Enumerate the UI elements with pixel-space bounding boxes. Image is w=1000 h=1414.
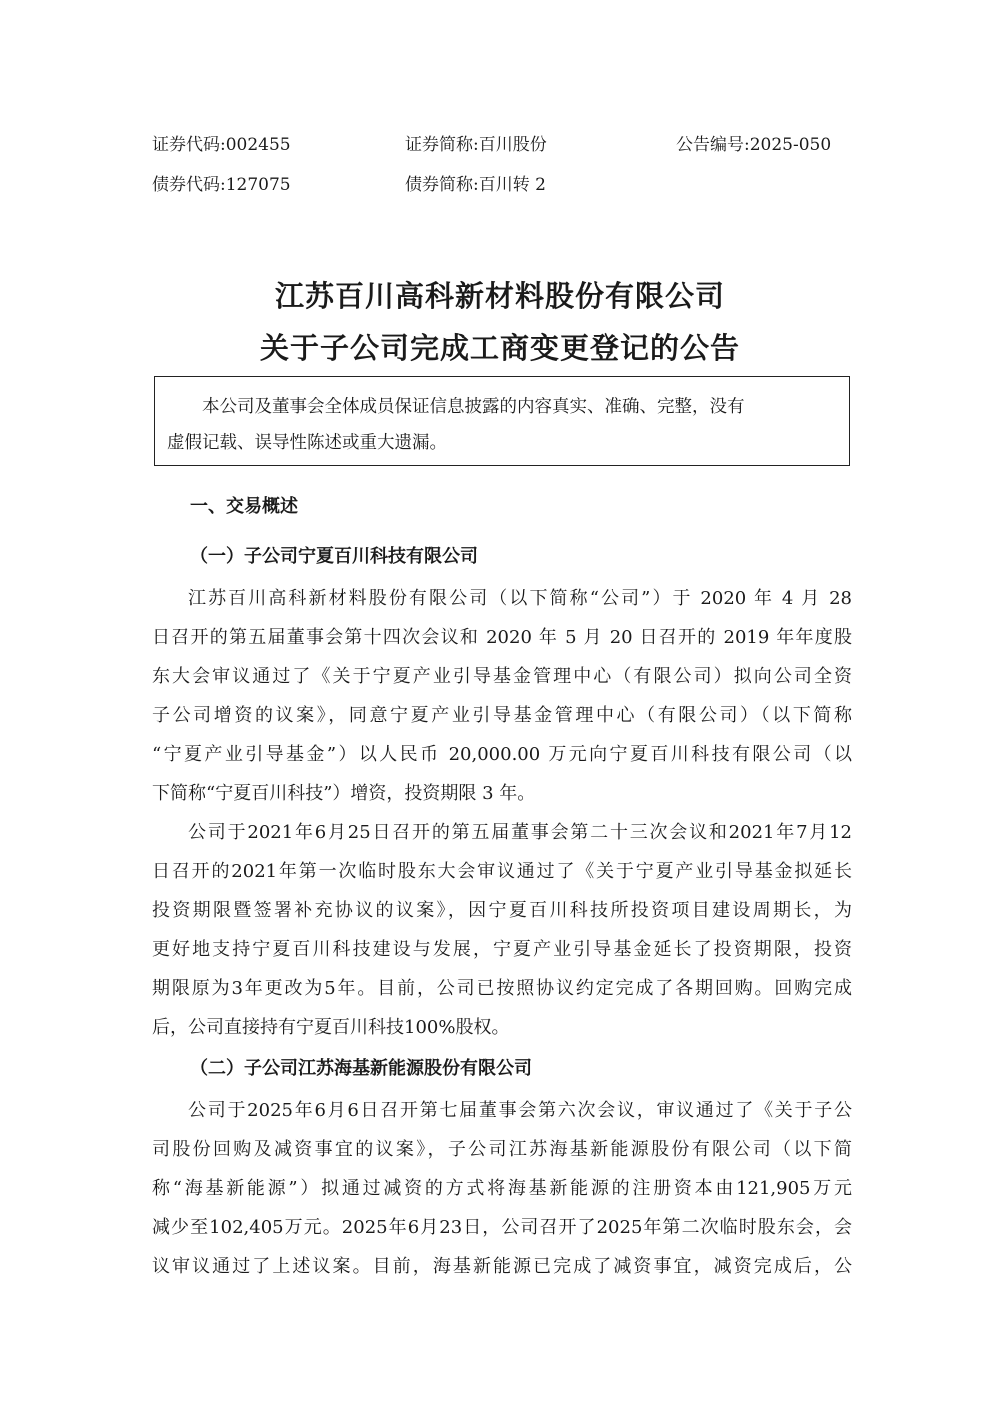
stock-name: 证券简称:百川股份 xyxy=(405,135,547,155)
paragraph-line: 下简称“宁夏百川科技”）增资，投资期限 3 年。 xyxy=(152,783,536,804)
paragraph-line: 议审议通过了上述议案。目前，海基新能源已完成了减资事宜，减资完成后，公 xyxy=(152,1256,852,1277)
notice-line-2: 虚假记载、误导性陈述或重大遗漏。 xyxy=(167,433,447,453)
title-announcement: 关于子公司完成工商变更登记的公告 xyxy=(259,331,740,365)
paragraph-line: 日召开的第五届董事会第十四次会议和 2020 年 5 月 20 日召开的 2019 年年度股 xyxy=(152,627,852,648)
bond-name: 债券简称:百川转 2 xyxy=(405,175,546,195)
notice-line-1: 本公司及董事会全体成员保证信息披露的内容真实、准确、完整，没有 xyxy=(167,397,745,417)
disclosure-notice-box xyxy=(154,376,850,466)
paragraph-line: 公司于2021年6月25日召开的第五届董事会第二十三次会议和2021年7月12 xyxy=(188,822,852,843)
paragraph-line: 更好地支持宁夏百川科技建设与发展，宁夏产业引导基金延长了投资期限，投资 xyxy=(152,939,852,960)
paragraph-line: 东大会审议通过了《关于宁夏产业引导基金管理中心（有限公司）拟向公司全资 xyxy=(152,666,852,687)
header-row-stock xyxy=(152,130,852,164)
paragraph-line: 后，公司直接持有宁夏百川科技100%股权。 xyxy=(152,1017,510,1038)
title-company: 江苏百川高科新材料股份有限公司 xyxy=(274,279,725,313)
subsection-heading-haiji: （二）子公司江苏海基新能源股份有限公司 xyxy=(190,1058,532,1079)
stock-code: 证券代码:002455 xyxy=(152,135,291,155)
paragraph-line: 称“海基新能源”）拟通过减资的方式将海基新能源的注册资本由121,905万元 xyxy=(152,1178,852,1199)
paragraph-line: 期限原为3年更改为5年。目前，公司已按照协议约定完成了各期回购。回购完成 xyxy=(152,978,852,999)
subsection-heading-ningxia: （一）子公司宁夏百川科技有限公司 xyxy=(190,546,478,567)
header-row-bond xyxy=(152,170,852,204)
section-heading-overview: 一、交易概述 xyxy=(190,496,298,517)
paragraph-line: “宁夏产业引导基金”）以人民币 20,000.00 万元向宁夏百川科技有限公司（以 xyxy=(152,744,852,765)
paragraph-line: 江苏百川高科新材料股份有限公司（以下简称“公司”）于 2020 年 4 月 28 xyxy=(188,588,852,609)
paragraph-line: 司股份回购及减资事宜的议案》，子公司江苏海基新能源股份有限公司（以下简 xyxy=(152,1139,852,1160)
paragraph-line: 子公司增资的议案》，同意宁夏产业引导基金管理中心（有限公司）（以下简称 xyxy=(152,705,852,726)
bond-code: 债券代码:127075 xyxy=(152,175,291,195)
paragraph-line: 减少至102,405万元。2025年6月23日，公司召开了2025年第二次临时股东会，会 xyxy=(152,1217,852,1238)
paragraph-line: 日召开的2021年第一次临时股东大会审议通过了《关于宁夏产业引导基金拟延长 xyxy=(152,861,852,882)
announcement-number: 公告编号:2025-050 xyxy=(676,135,832,155)
paragraph-line: 投资期限暨签署补充协议的议案》，因宁夏百川科技所投资项目建设周期长，为 xyxy=(152,900,852,921)
paragraph-line: 公司于2025年6月6日召开第七届董事会第六次会议，审议通过了《关于子公 xyxy=(188,1100,852,1121)
